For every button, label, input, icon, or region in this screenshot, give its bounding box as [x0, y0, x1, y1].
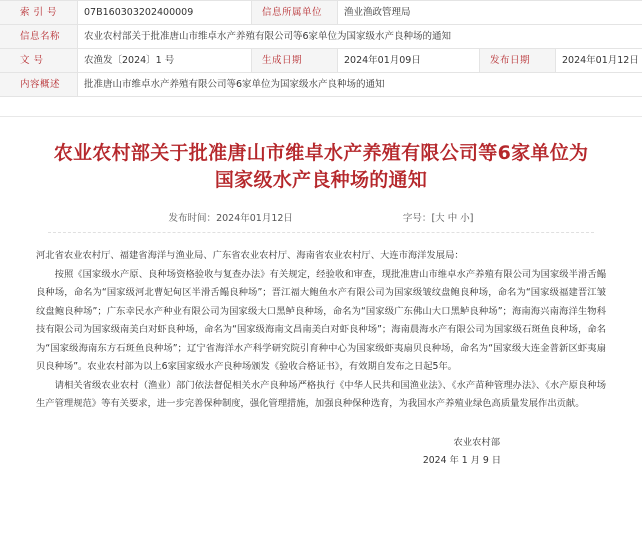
salutation: 河北省农业农村厅、福建省海洋与渔业局、广东省农业农村厅、海南省农业农村厅、大连市海洋发展局： — [36, 250, 464, 261]
summary-value: 批准唐山市维卓水产养殖有限公司等6家单位为国家级水产良种场的通知 — [84, 79, 385, 90]
section-divider — [0, 97, 642, 117]
info-title-value: 农业农村部关于批准唐山市维卓水产养殖有限公司等6家单位为国家级水产良种场的通知 — [84, 31, 452, 42]
signature: 农业农村部 — [453, 436, 500, 448]
paragraph-approval: 按照《国家级水产原、良种场资格验收与复查办法》有关规定，经验收和审查，现批准唐山市维卓水产养殖有限公司为国家级半滑舌鳎良种场，命名为“国家级河北曹妃甸区半滑舌鳎良种场”；晋江福大鲍鱼水产有限公司为国家级皱纹盘鲍良种场，命名为“国家级福建晋江皱纹盘鲍良种场”；广东幸民水产种业有限公司为国家级大口黑鲈良种场，命名为“国家级广东佛山大口黑鲈良种场”；海南海兴南海洋生物科技有限公司为国家级南美白对虾良种场，命名为“国家级海南文昌南美白对虾良种场”；海南晨海水产有限公司为国家级石斑鱼良种场，命名为“国家级海南东方石斑鱼良种场”；辽宁省海洋水产科学研究院引育种中心为国家级虾夷扇贝良种场，命名为“国家级大连金普新区虾夷扇贝良种场”。农业农村部为以上6家国家级水产良种场颁发《验收合格证书》，有效期自发布之日起5年。 — [36, 268, 606, 372]
published-date-label: 发布日期 — [480, 49, 556, 72]
created-date-label: 生成日期 — [252, 49, 338, 72]
created-date-value: 2024年01月09日 — [338, 49, 480, 72]
unit-label: 信息所属单位 — [252, 1, 338, 24]
metadata-row-title — [0, 25, 642, 49]
index-label: 索 引 号 — [0, 1, 78, 24]
published-date-value: 2024年01月12日 — [562, 55, 639, 66]
metadata-table — [0, 0, 642, 97]
metadata-row-summary — [0, 73, 642, 97]
article-title: 农业农村部关于批准唐山市维卓水产养殖有限公司等6家单位为国家级水产良种场的通知 — [53, 142, 589, 191]
metadata-row-index — [0, 1, 642, 25]
doc-number-label: 文 号 — [0, 49, 78, 72]
article-body — [36, 247, 606, 471]
index-value: 07B160303202400009 — [78, 1, 252, 24]
doc-number-value: 农渔发〔2024〕1 号 — [78, 49, 252, 72]
unit-value: 渔业渔政管理局 — [344, 7, 411, 18]
signature-date: 2024 年 1 月 9 日 — [422, 455, 501, 466]
info-title-label: 信息名称 — [0, 25, 78, 48]
paragraph-requirements: 请相关省级农业农村（渔业）部门依法督促相关水产良种场严格执行《中华人民共和国渔业法》、《水产苗种管理办法》、《水产原良种场生产管理规范》等有关要求，进一步完善保种制度，强化管理措施，加强良种保种选育，为我国水产养殖业绿色高质量发展作出贡献。 — [36, 379, 606, 409]
summary-label: 内容概述 — [0, 73, 78, 96]
publish-info-bar: 发布时间： 2024年01月12日 字号： [大 中 小] — [48, 210, 594, 233]
metadata-row-doc — [0, 49, 642, 73]
